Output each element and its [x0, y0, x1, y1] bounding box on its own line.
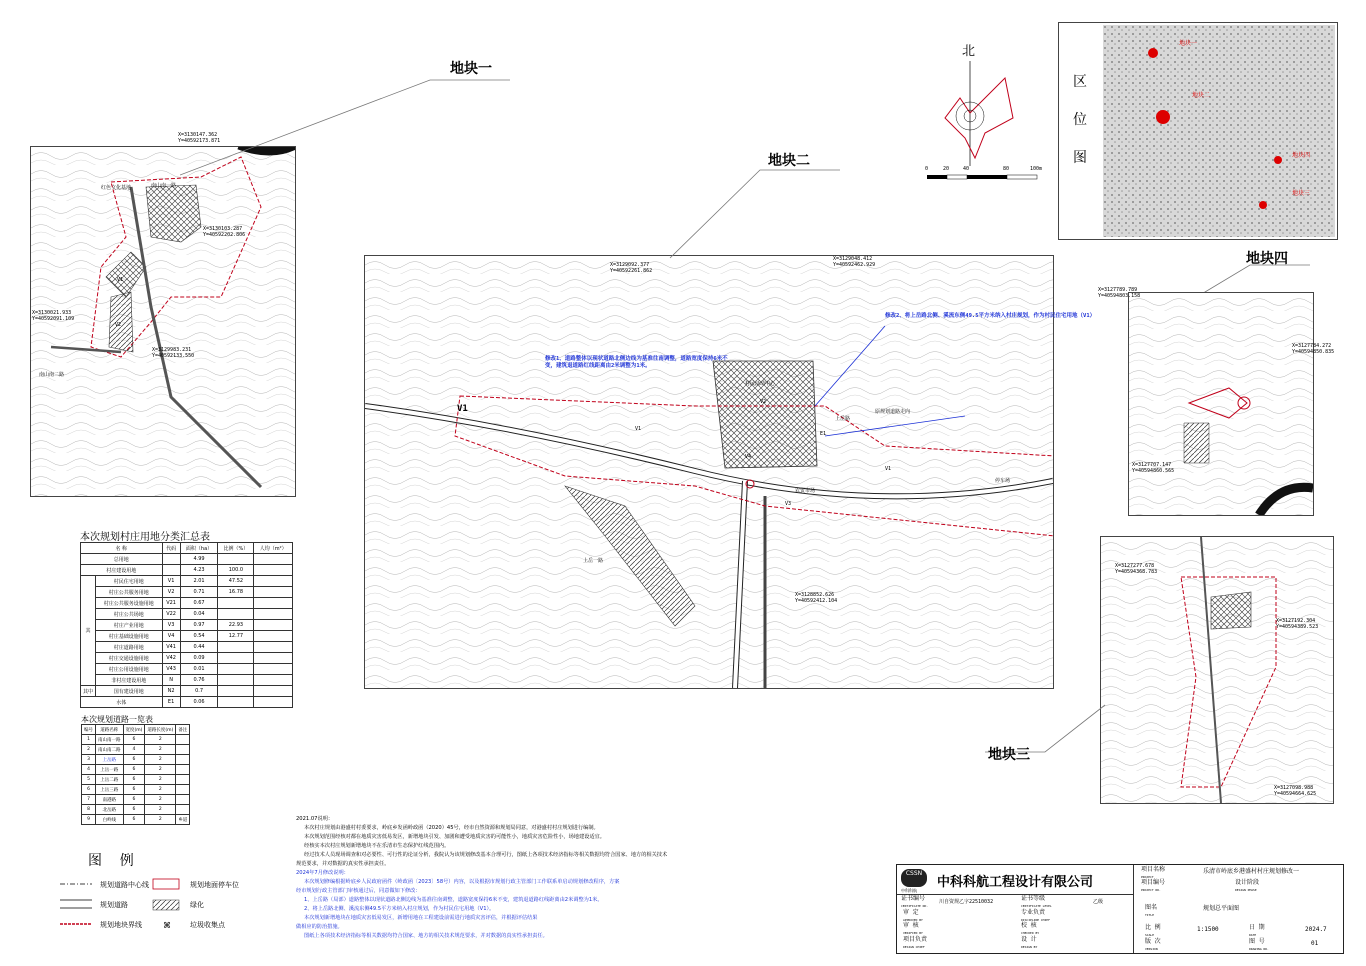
- table-cell: 1: [82, 735, 96, 745]
- table-cell: V41: [162, 642, 180, 653]
- p2-label-v1c: V1: [885, 466, 892, 472]
- table-cell: [254, 609, 293, 620]
- p2-label-v3: V3: [785, 501, 792, 507]
- table-cell: [254, 686, 293, 697]
- table-row: [82, 765, 190, 775]
- review-label: 审 核: [903, 922, 919, 929]
- legend-item-road: 规划道路: [100, 901, 128, 909]
- table-row: [82, 795, 190, 805]
- scale-tick-4: 100m: [1030, 166, 1043, 172]
- table-cell: [254, 653, 293, 664]
- table-cell: 0.71: [180, 587, 218, 598]
- table-cell: V43: [162, 664, 180, 675]
- p2-label-e1: E1: [820, 431, 827, 437]
- project-name-sub: PROJECT: [1141, 875, 1154, 879]
- garbage-swatch: ⌘: [163, 921, 171, 930]
- north-label: 北: [962, 44, 976, 59]
- parcel1-label-1: 南山南一路: [151, 183, 177, 189]
- table-row: [82, 745, 190, 755]
- note-line: 本次规划修编根据岭底乡人民政府函件（岭政函〔2023〕58号）内容，以及根据市规划行政主管部门工作联系单启动规划修改程序，方案: [304, 879, 620, 885]
- landuse-header-percap: 人均（m²）: [254, 543, 293, 554]
- landuse-table-title: 本次规划村庄用地分类汇总表: [80, 532, 210, 543]
- table-cell: [176, 805, 190, 815]
- table-cell: [218, 609, 254, 620]
- scale-value: 1:1500: [1197, 926, 1219, 933]
- coord-p1-a: X=3130147.362 Y=40592173.871: [178, 132, 221, 144]
- parcel3-map-panel: [1100, 536, 1334, 804]
- table-cell: 6: [123, 765, 145, 775]
- table-cell: [254, 587, 293, 598]
- scale-tick-3: 80: [1003, 166, 1010, 172]
- table-cell: 0.09: [180, 653, 218, 664]
- table-cell: 12.77: [218, 631, 254, 642]
- table-cell: [218, 686, 254, 697]
- table-cell: 2: [145, 765, 176, 775]
- p2-label-v4: V4: [745, 454, 752, 460]
- table-cell: [218, 653, 254, 664]
- table-cell: 村庄交通设施用地: [96, 653, 163, 664]
- table-cell: 4: [82, 765, 96, 775]
- parcel1-label-0: 红色文化基地: [101, 185, 132, 191]
- table-cell: 村庄基础设施用地: [96, 631, 163, 642]
- coord-p4-b: X=3127784.272 Y=40594850.835: [1292, 343, 1335, 355]
- table-cell: 6: [123, 805, 145, 815]
- road-swatch: [60, 900, 92, 908]
- legend-swatches-right: [150, 876, 182, 936]
- table-cell: 9: [82, 815, 96, 825]
- note-line: 经市规划行政主管部门审核通过后，同意做如下修改：: [296, 888, 421, 894]
- road-header-width: 宽度(m): [123, 725, 145, 735]
- table-cell: V4: [162, 631, 180, 642]
- note-line: 1、上岳路（局部）道路整体以现状道路北侧边线为基准往南调整，道路宽度保持6米不变，建筑退道路红线距离由2米调整为1米。: [304, 897, 603, 903]
- project-chief-label: 项目负责: [903, 936, 928, 943]
- sheet-value: 01: [1311, 940, 1319, 947]
- parcel2-title: 地块二: [768, 153, 810, 169]
- road-table-title: 本次规划道路一览表: [81, 715, 153, 724]
- coord-p2-c: X=3128852.626 Y=40592412.104: [795, 592, 838, 604]
- table-cell: 村庄公共服务设施用地: [96, 598, 163, 609]
- table-cell: 6: [123, 775, 145, 785]
- cert-level-sub: CERTIFICATE LEVEL: [1021, 904, 1052, 908]
- table-cell: 村庄产业用地: [96, 620, 163, 631]
- landuse-header-row: [81, 543, 293, 554]
- project-chief-sub: DESIGN CHIEF: [903, 945, 925, 949]
- table-cell: [254, 642, 293, 653]
- table-cell: [218, 554, 254, 565]
- p2-label-original: 原规划道路走向: [875, 409, 911, 415]
- parking-swatch: [153, 879, 179, 889]
- table-cell: [218, 664, 254, 675]
- table-cell: 2: [145, 755, 176, 765]
- table-cell: 0.44: [180, 642, 218, 653]
- table-cell: [176, 755, 190, 765]
- table-cell: 村庄公共服务用地: [96, 587, 163, 598]
- table-cell: 村庄建设用地: [81, 565, 163, 576]
- location-map-panel: [1058, 22, 1338, 240]
- legend-title: 图 例: [88, 853, 134, 869]
- discipline-label: 专业负责: [1021, 909, 1046, 916]
- mod-note-2: 修改2、将上岳路北侧、溪流东侧49.5平方米纳入村庄规划，作为村民住宅用地（V1）: [885, 313, 1096, 319]
- drawing-sub: TITLE: [1145, 913, 1155, 917]
- scale-label: 比 例: [1145, 924, 1161, 931]
- discipline-sub: DISCIPLINE CHIEF: [1021, 918, 1050, 922]
- table-cell: [254, 697, 293, 708]
- side-label: 其: [81, 576, 96, 686]
- table-cell: 6: [123, 785, 145, 795]
- table-cell: V21: [162, 598, 180, 609]
- project-name-label: 项目名称: [1141, 866, 1166, 873]
- table-cell: 0.67: [180, 598, 218, 609]
- parcel1-label-4: V2: [115, 322, 122, 328]
- scale-tick-1: 20: [943, 166, 950, 172]
- table-cell: 村民住宅用地: [96, 576, 163, 587]
- note-line: 本次规划范围经核对都在地质灾害低易发区，新增地块引发、加剧和遭受地质灾害的可能性小，地质灾害危险性小，场地建设适宜。: [304, 834, 605, 840]
- parcel4-map-panel: [1128, 292, 1314, 516]
- road-header-note: 备注: [176, 725, 190, 735]
- table-cell: 2.01: [180, 576, 218, 587]
- table-cell: 北岳路: [96, 805, 124, 815]
- table-cell: [176, 735, 190, 745]
- p2-label-parking: 停车场: [995, 478, 1011, 484]
- sheet-sub: DRAWING NO.: [1249, 947, 1269, 951]
- table-cell: [176, 745, 190, 755]
- location-marker-3: 地块三: [1292, 190, 1311, 197]
- parcel3-map: [1101, 537, 1333, 803]
- parcel2-map-panel: [364, 255, 1054, 689]
- table-cell: 南港路: [96, 795, 124, 805]
- table-cell: 2: [145, 775, 176, 785]
- p2-label-v1a: V1: [457, 404, 468, 414]
- table-cell: 总用地: [81, 554, 163, 565]
- check-sub: CHECKED BY: [1021, 931, 1040, 935]
- parcel1-title: 地块一: [450, 61, 492, 77]
- design-sub: DESIGN BY: [1021, 945, 1038, 949]
- wind-rose-icon: [925, 58, 1035, 168]
- coord-p1-b: X=3130103.287 Y=40592202.806: [203, 226, 246, 238]
- date-label: 日 期: [1249, 924, 1265, 931]
- road-header-name: 道路名称: [96, 725, 124, 735]
- table-cell: [254, 554, 293, 565]
- table-cell: 0.06: [180, 697, 218, 708]
- table-cell: [254, 565, 293, 576]
- note-line: 规范要求，并对数据的真实性承担责任。: [296, 861, 390, 867]
- location-map-image: [1103, 25, 1335, 237]
- design-label: 设 计: [1021, 936, 1037, 943]
- table-cell: 0.97: [180, 620, 218, 631]
- landuse-header-code: 代码: [162, 543, 180, 554]
- table-cell: 5: [82, 775, 96, 785]
- table-cell: 2: [145, 815, 176, 825]
- notes-date-1: 2021.07说明：: [296, 816, 334, 822]
- table-cell: 南山南二路: [96, 745, 124, 755]
- parcel3-hatched-area: [1211, 592, 1251, 629]
- table-row: [82, 805, 190, 815]
- table-cell: 6: [123, 815, 145, 825]
- mod-note-1: 修改1、道路整体以现状道路北侧边线为基准往南调整，道路宽度保持6米不变，建筑退道路红线距离由2米调整为1米。: [545, 356, 728, 369]
- table-cell: [218, 642, 254, 653]
- parcel2-leader: [640, 150, 840, 260]
- table-cell: 47.52: [218, 576, 254, 587]
- table-cell: [254, 620, 293, 631]
- p2-label-market: 农贸市场: [795, 488, 816, 494]
- coord-p3-c: X=3127098.988 Y=40594664.625: [1274, 785, 1317, 797]
- table-cell: 2: [145, 805, 176, 815]
- table-cell: E1: [162, 697, 180, 708]
- note-line: 图纸上各项技术经济指标等相关数据均符合国家、地方的相关技术规范要求，并对数据的真实性承担责任。: [304, 933, 548, 939]
- parcel1-leader: [180, 60, 510, 180]
- table-row: [82, 815, 190, 825]
- cert-level-label: 证书等级: [1021, 895, 1046, 902]
- scale-bar: [925, 172, 1045, 184]
- parcel1-facility-area: [146, 185, 201, 242]
- parcel4-title: 地块四: [1246, 251, 1288, 267]
- version-label: 版 次: [1145, 938, 1161, 945]
- p2-label-v1b: V1: [635, 426, 642, 432]
- table-cell: V3: [162, 620, 180, 631]
- table-cell: 2: [145, 745, 176, 755]
- road-header-row: [82, 725, 190, 735]
- p2-label-v2: V2: [760, 399, 767, 405]
- review-sub: VERIFIED BY: [903, 931, 923, 935]
- table-cell: N: [162, 675, 180, 686]
- location-title-2: 位: [1073, 112, 1087, 128]
- landuse-header-ratio: 比例（%）: [218, 543, 254, 554]
- approved-sub: APPROVED BY: [903, 918, 923, 922]
- note-line: 2、将上岳路北侧、溪流东侧49.5平方米纳入村庄规划，作为村民住宅用地（V1）。: [304, 906, 495, 912]
- note-line: 本次规划新增地块在地质灾害低易发区，新增用地在工程建设前需进行地质灾害评估，并根据评估结果: [304, 915, 538, 921]
- table-cell: 4.99: [180, 554, 218, 565]
- drawing-name: 规划总平面图: [1203, 905, 1240, 912]
- project-no-label: 项目编号: [1141, 879, 1166, 886]
- coord-p3-b: X=3127192.304 Y=40594389.523: [1276, 618, 1319, 630]
- note-line: 做相应的防治措施。: [296, 924, 343, 930]
- parcel2-activity-center: [713, 361, 817, 468]
- location-marker-1: 地块一: [1179, 40, 1198, 47]
- table-cell: 村庄公用设施用地: [96, 664, 163, 675]
- table-cell: 100.0: [218, 565, 254, 576]
- table-cell: V1: [162, 576, 180, 587]
- parcel2-map: [365, 256, 1053, 688]
- landuse-table: [80, 542, 293, 708]
- legend-item-centerline: 规划道路中心线: [100, 881, 149, 889]
- side-label: 其中: [81, 686, 96, 697]
- table-cell: 22.93: [218, 620, 254, 631]
- company-logo: CSSN: [901, 869, 927, 887]
- table-cell: [162, 565, 180, 576]
- coord-p4-c: X=3127707.147 Y=40594860.565: [1132, 462, 1175, 474]
- date-value: 2024.7: [1305, 926, 1327, 933]
- scale-sub: SCALE: [1145, 933, 1155, 937]
- version-sub: VERSION: [1145, 947, 1158, 951]
- title-block: [896, 864, 1344, 954]
- table-cell: 3: [82, 755, 96, 765]
- table-cell: [176, 795, 190, 805]
- table-cell: [162, 554, 180, 565]
- table-cell: [176, 785, 190, 795]
- phase-sub: DESIGN PHASE: [1235, 888, 1257, 892]
- table-cell: 7: [82, 795, 96, 805]
- table-cell: 白岭线: [96, 815, 124, 825]
- table-cell: [176, 775, 190, 785]
- table-cell: 6: [123, 755, 145, 765]
- table-cell: 乡道: [176, 815, 190, 825]
- coord-p4-a: X=3127789.789 Y=40594803.158: [1098, 287, 1141, 299]
- table-cell: 国有建设用地: [96, 686, 163, 697]
- table-cell: 0.76: [180, 675, 218, 686]
- table-cell: 村庄道路用地: [96, 642, 163, 653]
- sheet-label: 图 号: [1249, 938, 1265, 945]
- parcel4-map: [1129, 293, 1313, 515]
- note-line: 经核实本次村庄规划新增地块不在乐清市生态保护红线范围内。: [304, 843, 450, 849]
- table-cell: [218, 697, 254, 708]
- p2-label-shangyue: 上岳路: [835, 416, 851, 422]
- cert-no: 川自资规乙字22510032: [939, 899, 994, 905]
- location-marker-2: 地块二: [1192, 92, 1211, 99]
- coord-p2-a: X=3129092.377 Y=40592261.862: [610, 262, 653, 274]
- table-cell: 上岳三路: [96, 785, 124, 795]
- landuse-header-name: 名 称: [81, 543, 163, 554]
- legend-item-parking: 规划地面停车位: [190, 881, 239, 889]
- table-cell: 8: [82, 805, 96, 815]
- table-row: [82, 735, 190, 745]
- legend-item-green: 绿化: [190, 901, 204, 909]
- table-cell: 2: [145, 735, 176, 745]
- project-name: 乐清市岭底乡港盛村村庄规划修改一: [1203, 868, 1300, 875]
- table-cell: 4.23: [180, 565, 218, 576]
- p2-label-road1: 上岳一路: [583, 558, 604, 564]
- table-cell: 6: [82, 785, 96, 795]
- coord-p1-d: X=3129983.231 Y=40592133.550: [152, 347, 195, 359]
- parcel1-label-2: 南山南二路: [39, 372, 65, 378]
- location-marker-4: 地块四: [1292, 152, 1311, 159]
- table-cell: V22: [162, 609, 180, 620]
- table-cell: 2: [145, 795, 176, 805]
- table-cell: 16.78: [218, 587, 254, 598]
- table-cell: 上岳二路: [96, 775, 124, 785]
- table-cell: V42: [162, 653, 180, 664]
- legend-item-garbage: 垃圾收集点: [190, 921, 225, 929]
- table-cell: 0.54: [180, 631, 218, 642]
- table-cell: [254, 664, 293, 675]
- phase-label: 设计阶段: [1235, 879, 1260, 886]
- table-cell: [254, 576, 293, 587]
- table-row: [82, 775, 190, 785]
- landuse-header-area: 面积（ha）: [180, 543, 218, 554]
- table-row: [82, 785, 190, 795]
- table-cell: 上岳一路: [96, 765, 124, 775]
- table-cell: [176, 765, 190, 775]
- cert-no-sub: CERTIFICATE NO.: [901, 904, 929, 908]
- coord-p1-c: X=3130021.933 Y=40592091.109: [32, 310, 75, 322]
- project-no-sub: PROJECT NO.: [1141, 888, 1161, 892]
- drawing-label: 图名: [1145, 904, 1158, 911]
- road-header-len: 道路长度(m): [145, 725, 176, 735]
- table-cell: 0.01: [180, 664, 218, 675]
- road-header-no: 编号: [82, 725, 96, 735]
- legend-item-boundary: 规划地块界线: [100, 921, 142, 929]
- table-cell: 2: [82, 745, 96, 755]
- table-cell: [254, 631, 293, 642]
- table-cell: [254, 675, 293, 686]
- parcel1-label-3: V1: [117, 277, 124, 283]
- table-cell: 上岳路: [96, 755, 124, 765]
- location-title-3: 图: [1073, 150, 1087, 166]
- table-cell: 0.7: [180, 686, 218, 697]
- company-name: 中科科航工程设计有限公司: [937, 875, 1094, 890]
- p2-label-center: 村民活动中心: [745, 381, 776, 387]
- date-sub: DATE: [1249, 933, 1257, 937]
- road-table: [81, 724, 190, 825]
- location-title-1: 区: [1073, 74, 1087, 90]
- notes-block: [296, 815, 667, 941]
- table-cell: V2: [162, 587, 180, 598]
- table-cell: 非村庄建设用地: [96, 675, 163, 686]
- table-cell: N2: [162, 686, 180, 697]
- table-cell: [218, 598, 254, 609]
- table-row: [82, 755, 190, 765]
- table-cell: 2: [145, 785, 176, 795]
- table-cell: 4: [123, 745, 145, 755]
- notes-date-2: 2024年7月修改说明：: [296, 870, 349, 876]
- check-label: 校 核: [1021, 922, 1037, 929]
- table-cell: [254, 598, 293, 609]
- table-cell: 水体: [81, 697, 163, 708]
- note-line: 本次村庄规划由港盛村村委要求，岭底乡发函岭政函（2020）45号，经市自然资源和规划局同意，对港盛村村庄规划进行编制。: [304, 825, 599, 831]
- table-cell: 村庄公共场地: [96, 609, 163, 620]
- approved-label: 审 定: [903, 909, 919, 916]
- company-logo-sub: 中科科航: [901, 888, 917, 893]
- table-cell: 6: [123, 795, 145, 805]
- green-swatch: [153, 900, 179, 910]
- table-cell: 0.04: [180, 609, 218, 620]
- note-line: 经过技术人员现场调查和对必要性、可行性的论证分析，我院认为该规划修改基本合理可行，图纸上各项技术经济指标等相关数据均符合国家、地方的相关技术: [304, 852, 668, 858]
- scale-tick-2: 40: [963, 166, 970, 172]
- table-cell: [218, 675, 254, 686]
- table-cell: 6: [123, 735, 145, 745]
- cert-level: 乙级: [1093, 899, 1104, 905]
- cert-no-label: 证书编号: [901, 895, 926, 902]
- scale-tick-0: 0: [925, 166, 929, 172]
- legend-swatches-left: [58, 878, 94, 938]
- parcel3-title: 地块三: [988, 747, 1030, 763]
- table-cell: 南山南一路: [96, 735, 124, 745]
- coord-p3-a: X=3127277.678 Y=40594368.783: [1115, 563, 1158, 575]
- coord-p2-b: X=3129048.412 Y=40592462.929: [833, 256, 876, 268]
